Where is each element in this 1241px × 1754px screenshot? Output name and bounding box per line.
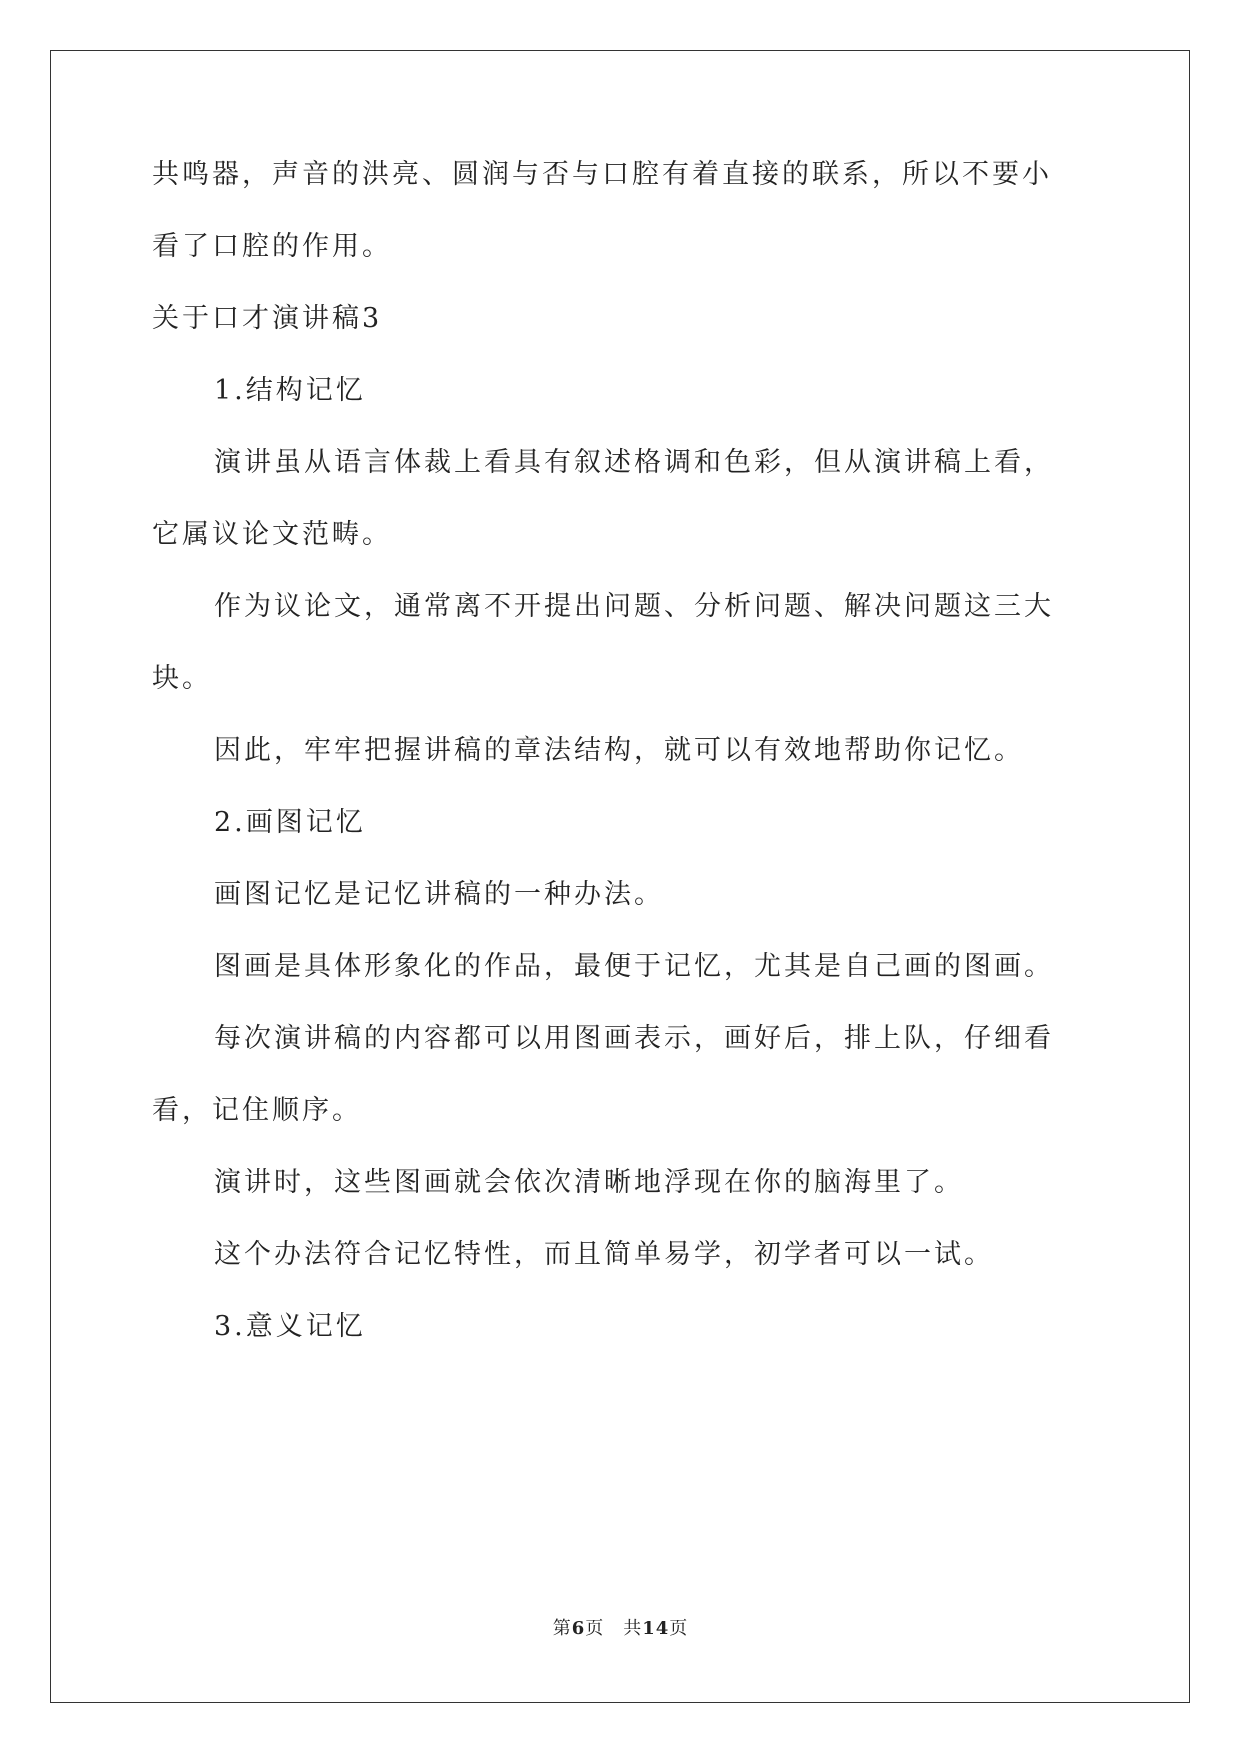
paragraph-line: 画图记忆是记忆讲稿的一种办法。 (214, 879, 664, 910)
paragraph-line: 块。 (152, 663, 212, 694)
footer-suffix: 页 (669, 1618, 689, 1639)
footer-prefix: 第 (552, 1618, 572, 1639)
subsection-heading: 3.意义记忆 (214, 1311, 366, 1342)
subsection-heading: 2.画图记忆 (214, 807, 366, 838)
paragraph-line: 因此，牢牢把握讲稿的章法结构，就可以有效地帮助你记忆。 (214, 735, 1024, 766)
paragraph-line: 图画是具体形象化的作品，最便于记忆，尤其是自己画的图画。 (214, 951, 1054, 982)
paragraph-line: 作为议论文，通常离不开提出问题、分析问题、解决问题这三大 (214, 591, 1054, 622)
paragraph-line: 演讲时，这些图画就会依次清晰地浮现在你的脑海里了。 (214, 1167, 964, 1198)
footer-middle: 页 共 (585, 1618, 643, 1639)
paragraph-line: 看了口腔的作用。 (152, 231, 392, 262)
current-page-number: 6 (571, 1618, 586, 1639)
paragraph-line: 看，记住顺序。 (152, 1095, 362, 1126)
subsection-heading: 1.结构记忆 (214, 375, 366, 406)
paragraph-line: 演讲虽从语言体裁上看具有叙述格调和色彩，但从演讲稿上看， (214, 447, 1054, 478)
page-border (50, 50, 1190, 1703)
paragraph-line: 共鸣器，声音的洪亮、圆润与否与口腔有着直接的联系，所以不要小 (152, 159, 1052, 190)
section-title: 关于口才演讲稿3 (152, 303, 383, 334)
page-footer (0, 1614, 1241, 1640)
paragraph-line: 每次演讲稿的内容都可以用图画表示，画好后，排上队，仔细看 (214, 1023, 1054, 1054)
total-pages-number: 14 (642, 1618, 670, 1639)
paragraph-line: 这个办法符合记忆特性，而且简单易学，初学者可以一试。 (214, 1239, 994, 1270)
paragraph-line: 它属议论文范畴。 (152, 519, 392, 550)
